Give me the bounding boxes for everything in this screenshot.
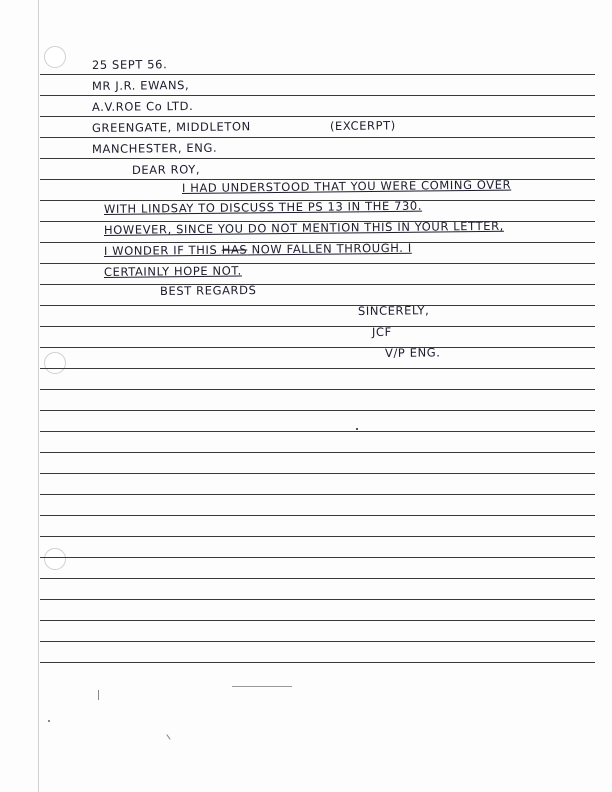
body-line-4-part-c: NOW FALLEN THROUGH. I bbox=[247, 240, 412, 257]
scan-speck-lower bbox=[48, 720, 50, 722]
excerpt-note: (EXCERPT) bbox=[329, 118, 396, 133]
scan-speck bbox=[356, 428, 358, 430]
recipient-name: MR J.R. EWANS, bbox=[91, 77, 190, 93]
body-line-4-struck-word: HAS bbox=[221, 242, 248, 257]
punch-hole-middle bbox=[44, 352, 66, 374]
salutation: DEAR ROY, bbox=[131, 162, 201, 177]
stray-scribble-mark bbox=[166, 734, 170, 739]
body-line-1: I HAD UNDERSTOOD THAT YOU WERE COMING OVER bbox=[181, 177, 512, 195]
stray-tick-mark bbox=[98, 690, 99, 700]
recipient-company: A.V.ROE Co LTD. bbox=[91, 98, 194, 114]
body-line-4-part-a: I WONDER IF THIS bbox=[103, 242, 222, 258]
body-line-2: WITH LINDSAY TO DISCUSS THE PS 13 IN THE 730. bbox=[103, 198, 423, 216]
body-line-4 bbox=[103, 240, 412, 258]
stray-line-mark bbox=[232, 686, 292, 687]
letter-date: 25 SEPT 56. bbox=[91, 57, 168, 72]
recipient-city: MANCHESTER, ENG. bbox=[91, 140, 218, 156]
signature-initials: JCF bbox=[371, 324, 392, 339]
recipient-street: GREENGATE, MIDDLETON bbox=[91, 119, 251, 135]
closing: BEST REGARDS bbox=[159, 282, 257, 298]
body-line-5: CERTAINLY HOPE NOT. bbox=[103, 263, 242, 279]
margin-line bbox=[38, 0, 39, 792]
signature-title: V/P ENG. bbox=[384, 345, 441, 360]
body-line-3: HOWEVER, SINCE YOU DO NOT MENTION THIS IN YOUR LETTER, bbox=[103, 218, 504, 237]
punch-hole-lower bbox=[44, 548, 66, 570]
punch-hole-top bbox=[44, 46, 66, 68]
signoff: SINCERELY, bbox=[357, 303, 430, 318]
